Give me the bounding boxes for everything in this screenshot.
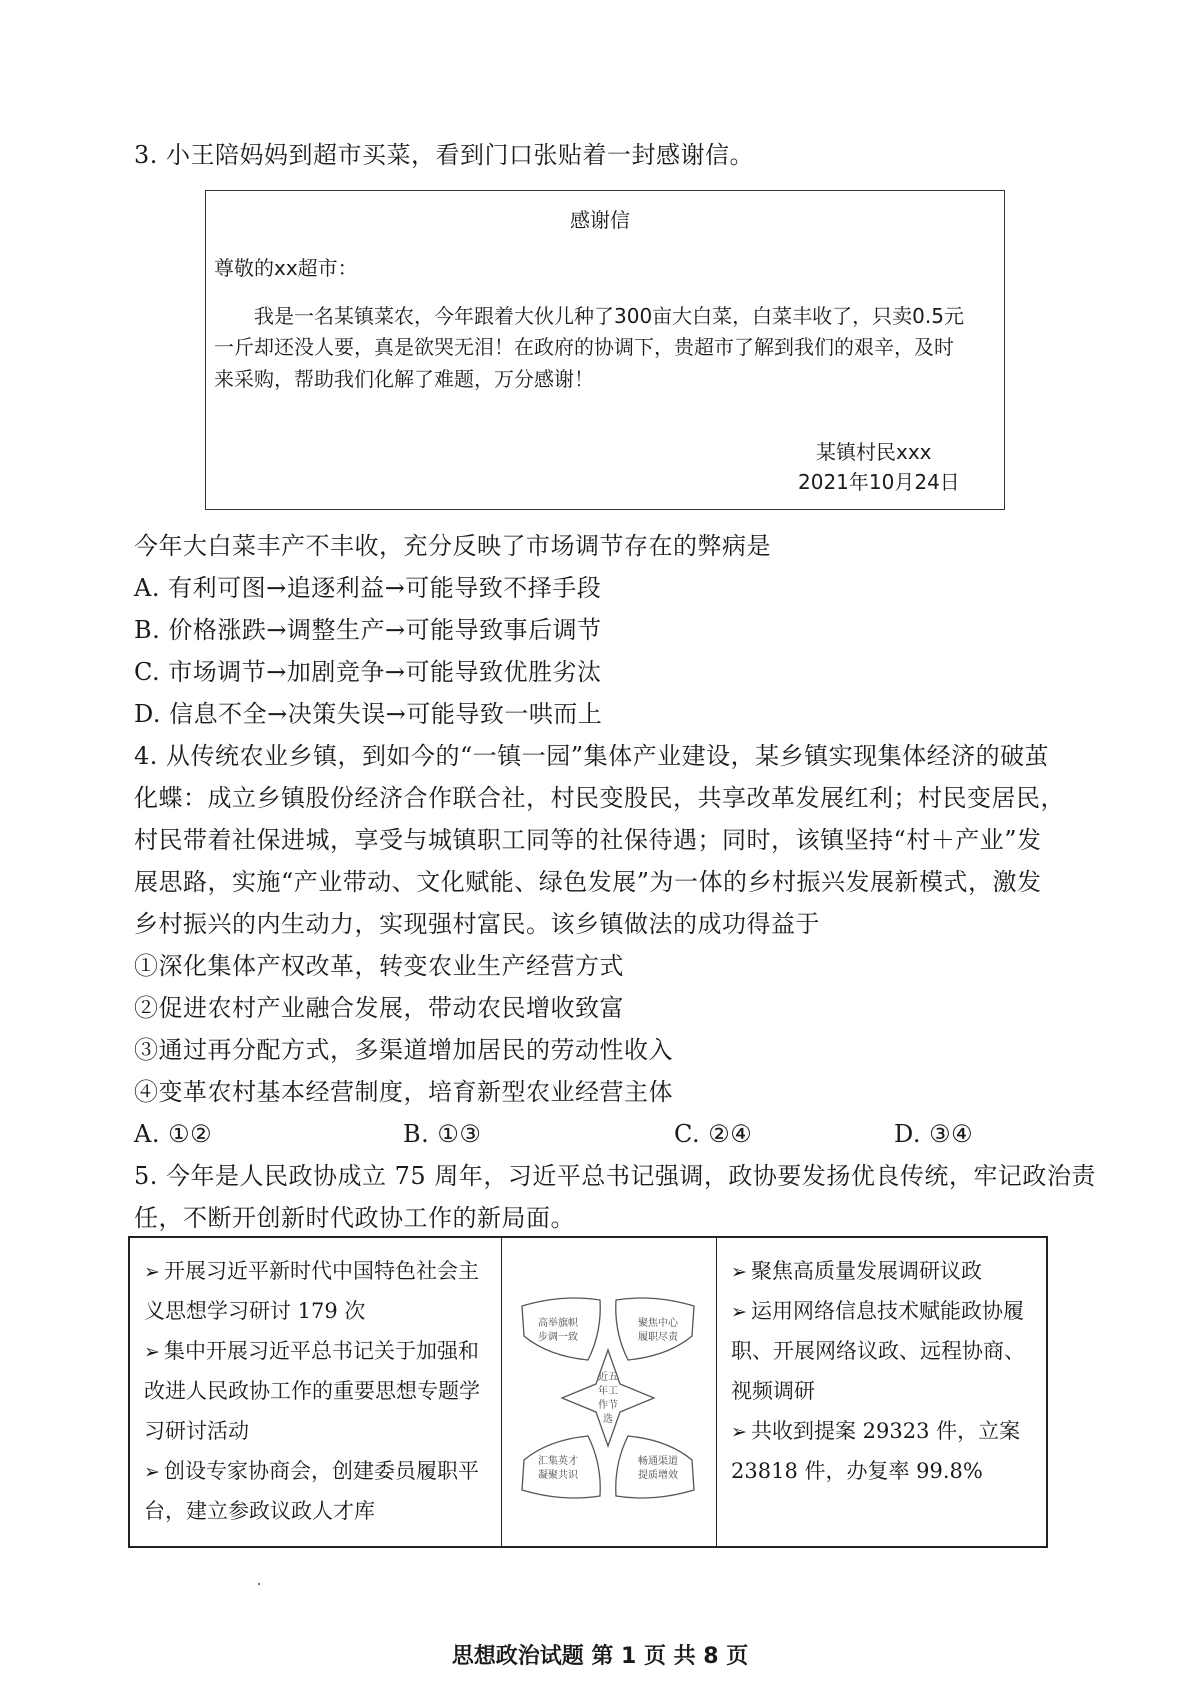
diagram-petal: [616, 1436, 694, 1498]
diagram-center-star: [562, 1350, 654, 1446]
diagram-petal-label: 履职尽责: [638, 1332, 678, 1343]
q5-right-line: 运用网络信息技术赋能政协履: [751, 1299, 1024, 1323]
q3-option-b: B. 价格涨跌→调整生产→可能导致事后调节: [134, 616, 602, 644]
letter-signature: 某镇村民xxx: [816, 440, 932, 464]
q4-stem-line: 村民带着社保进城，享受与城镇职工同等的社保待遇；同时，该镇坚持“村＋产业”发: [134, 826, 1042, 854]
diagram-petal: [522, 1436, 600, 1498]
arrow-bullet-icon: ➢: [144, 1341, 160, 1363]
q4-stem-line: 化蝶：成立乡镇股份经济合作联合社，村民变股民，共享改革发展红利；村民变居民，: [134, 784, 1065, 812]
q5-left-line: 创设专家协商会，创建委员履职平: [164, 1459, 479, 1483]
diagram-center-label: 作节: [598, 1400, 618, 1411]
q5-left-line: 习研讨活动: [144, 1419, 249, 1443]
q4-option-b: B. ①③: [403, 1120, 482, 1148]
q5-right-line: 23818 件，办复率 99.8%: [731, 1459, 983, 1483]
q4-statement-4: ④变革农村基本经营制度，培育新型农业经营主体: [134, 1078, 673, 1106]
arrow-bullet-icon: ➢: [144, 1461, 160, 1483]
diagram-petal: [616, 1298, 694, 1360]
q5-left-line: 改进人民政协工作的重要思想专题学: [144, 1379, 480, 1403]
q5-right-cell: [717, 1238, 1046, 1546]
diagram-center-label: 选: [603, 1414, 613, 1425]
diagram-petal-label: 步调一致: [538, 1332, 578, 1343]
q5-left-cell: [130, 1238, 502, 1546]
q5-stem-line: 任，不断开创新时代政协工作的新局面。: [134, 1204, 575, 1232]
diagram-petal-label: 汇集英才: [538, 1456, 578, 1467]
q4-option-a: A. ①②: [134, 1120, 213, 1148]
q5-diagram-cell: [502, 1238, 717, 1546]
arrow-bullet-icon: ➢: [144, 1261, 160, 1283]
q5-material-table: [128, 1236, 1048, 1548]
q4-stem-line: 乡村振兴的内生动力，实现强村富民。该乡镇做法的成功得益于: [134, 910, 820, 938]
q4-option-c: C. ②④: [674, 1120, 753, 1148]
letter-body-line: 我是一名某镇菜农，今年跟着大伙儿种了300亩大白菜，白菜丰收了，只卖0.5元: [254, 304, 964, 328]
diagram-petal-label: 提质增效: [638, 1470, 678, 1481]
page-footer: 思想政治试题 第 1 页 共 8 页: [451, 1644, 749, 1669]
thank-you-letter: [205, 190, 1005, 510]
q5-left-line: 集中开展习近平总书记关于加强和: [164, 1339, 479, 1363]
letter-date: 2021年10月24日: [798, 470, 960, 494]
q3-option-d: D. 信息不全→决策失误→可能导致一哄而上: [134, 700, 603, 728]
diagram-petal-label: 畅通渠道: [638, 1456, 678, 1467]
arrow-bullet-icon: ➢: [731, 1301, 747, 1323]
q5-stem-line: 5. 今年是人民政协成立 75 周年，习近平总书记强调，政协要发扬优良传统，牢记政治责: [134, 1162, 1096, 1190]
q4-statement-2: ②促进农村产业融合发展，带动农民增收致富: [134, 994, 624, 1022]
diagram-petal-label: 高举旗帜: [538, 1318, 578, 1329]
q5-left-line: 义思想学习研讨 179 次: [144, 1299, 366, 1323]
q5-right-line: 视频调研: [731, 1379, 815, 1403]
letter-body-line: 一斤却还没人要，真是欲哭无泪！在政府的协调下，贵超市了解到我们的艰辛，及时: [214, 335, 954, 359]
q4-stem-line: 4. 从传统农业乡镇，到如今的“一镇一园”集体产业建设，某乡镇实现集体经济的破茧: [134, 742, 1050, 770]
q3-question: 今年大白菜丰产不丰收，充分反映了市场调节存在的弊病是: [134, 532, 771, 560]
five-year-work-diagram: [502, 1238, 714, 1546]
diagram-petal-label: 凝聚共识: [538, 1470, 578, 1481]
diagram-center-label: 近五: [598, 1372, 618, 1383]
q5-right-line: 职、开展网络议政、远程协商、: [731, 1339, 1025, 1363]
q4-statement-1: ①深化集体产权改革，转变农业生产经营方式: [134, 952, 624, 980]
q5-right-line: 聚焦高质量发展调研议政: [751, 1259, 982, 1283]
q3-option-a: A. 有利可图→追逐利益→可能导致不择手段: [134, 574, 602, 602]
q4-statement-3: ③通过再分配方式，多渠道增加居民的劳动性收入: [134, 1036, 673, 1064]
letter-body-line: 来采购，帮助我们化解了难题，万分感谢！: [214, 367, 594, 391]
q5-left-line: 开展习近平新时代中国特色社会主: [164, 1259, 479, 1283]
arrow-bullet-icon: ➢: [731, 1421, 747, 1443]
q4-stem-line: 展思路，实施“产业带动、文化赋能、绿色发展”为一体的乡村振兴发展新模式，激发: [134, 868, 1042, 896]
q3-stem: 3. 小王陪妈妈到超市买菜，看到门口张贴着一封感谢信。: [134, 141, 755, 169]
diagram-petal-label: 聚焦中心: [638, 1318, 678, 1329]
diagram-petal: [522, 1298, 600, 1360]
diagram-center-label: 年工: [598, 1386, 618, 1397]
letter-salutation: 尊敬的xx超市：: [214, 256, 358, 280]
scan-dot: [258, 1583, 260, 1585]
arrow-bullet-icon: ➢: [731, 1261, 747, 1283]
letter-title: 感谢信: [570, 208, 630, 232]
q5-right-line: 共收到提案 29323 件，立案: [751, 1419, 1021, 1443]
q5-left-line: 台，建立参政议政人才库: [144, 1499, 375, 1523]
q3-option-c: C. 市场调节→加剧竞争→可能导致优胜劣汰: [134, 658, 602, 686]
q4-option-d: D. ③④: [894, 1120, 974, 1148]
